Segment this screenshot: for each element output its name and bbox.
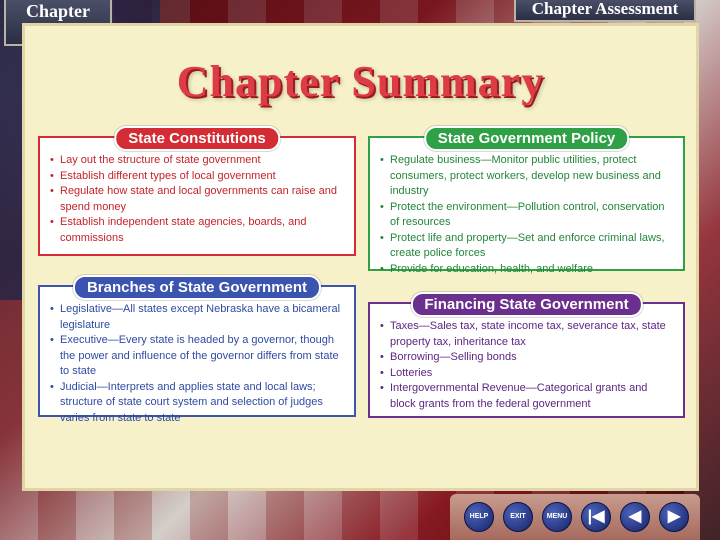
bullet-list [50,302,346,426]
next-slide-button[interactable]: ▶ [659,502,689,532]
state-constitutions-box [38,130,356,256]
list-item: • Lay out the structure of state government [50,153,346,169]
box-title: State Government Policy [424,126,630,151]
bullet-list [380,153,675,277]
previous-slide-button[interactable]: ◀ [620,502,650,532]
list-item: • Establish different types of local government [50,169,346,185]
first-slide-button[interactable]: |◀ [581,502,611,532]
state-government-policy-box [368,130,685,275]
box-title: Branches of State Government [73,275,321,300]
page-title: Chapter Summary [176,57,545,106]
bullet-list [380,319,675,412]
help-button[interactable]: HELP [464,502,494,532]
list-item: • Intergovernmental Revenue—Categorical grants and block grants from the federal government [380,381,675,412]
list-item: • Establish independent state agencies, boards, and commissions [50,215,346,246]
list-item: • Legislative—All states except Nebraska have a bicameral legislature [50,302,346,333]
list-item: • Judicial—Interprets and applies state and local laws; structure of state court system and selection of judges varies from state to state [50,380,346,427]
list-item: • Protect life and property—Set and enforce criminal laws, create police forces [380,231,675,262]
navigation-bar [450,494,700,540]
exit-button[interactable]: EXIT [503,502,533,532]
list-item: • Taxes—Sales tax, state income tax, severance tax, state property tax, inheritance tax [380,319,675,350]
financing-state-government-box [368,296,685,418]
chapter-label: Chapter [26,1,90,21]
box-title: Financing State Government [410,292,642,317]
list-item: • Lotteries [380,366,675,382]
content-panel [22,23,699,491]
branches-of-state-government-box [38,279,356,424]
box-title: State Constitutions [114,126,280,151]
bullet-list [50,153,346,246]
list-item: • Regulate how state and local governments can raise and spend money [50,184,346,215]
list-item: • Executive—Every state is headed by a governor, though the power and influence of the governor differs from state to state [50,333,346,380]
list-item: • Borrowing—Selling bonds [380,350,675,366]
section-tab: Chapter Assessment [514,0,696,22]
list-item: • Regulate business—Monitor public utilities, protect consumers, protect workers, develop new business and industry [380,153,675,200]
list-item: • Protect the environment—Pollution control, conservation of resources [380,200,675,231]
menu-button[interactable]: MENU [542,502,572,532]
list-item: • Provide for education, health, and welfare [380,262,675,278]
